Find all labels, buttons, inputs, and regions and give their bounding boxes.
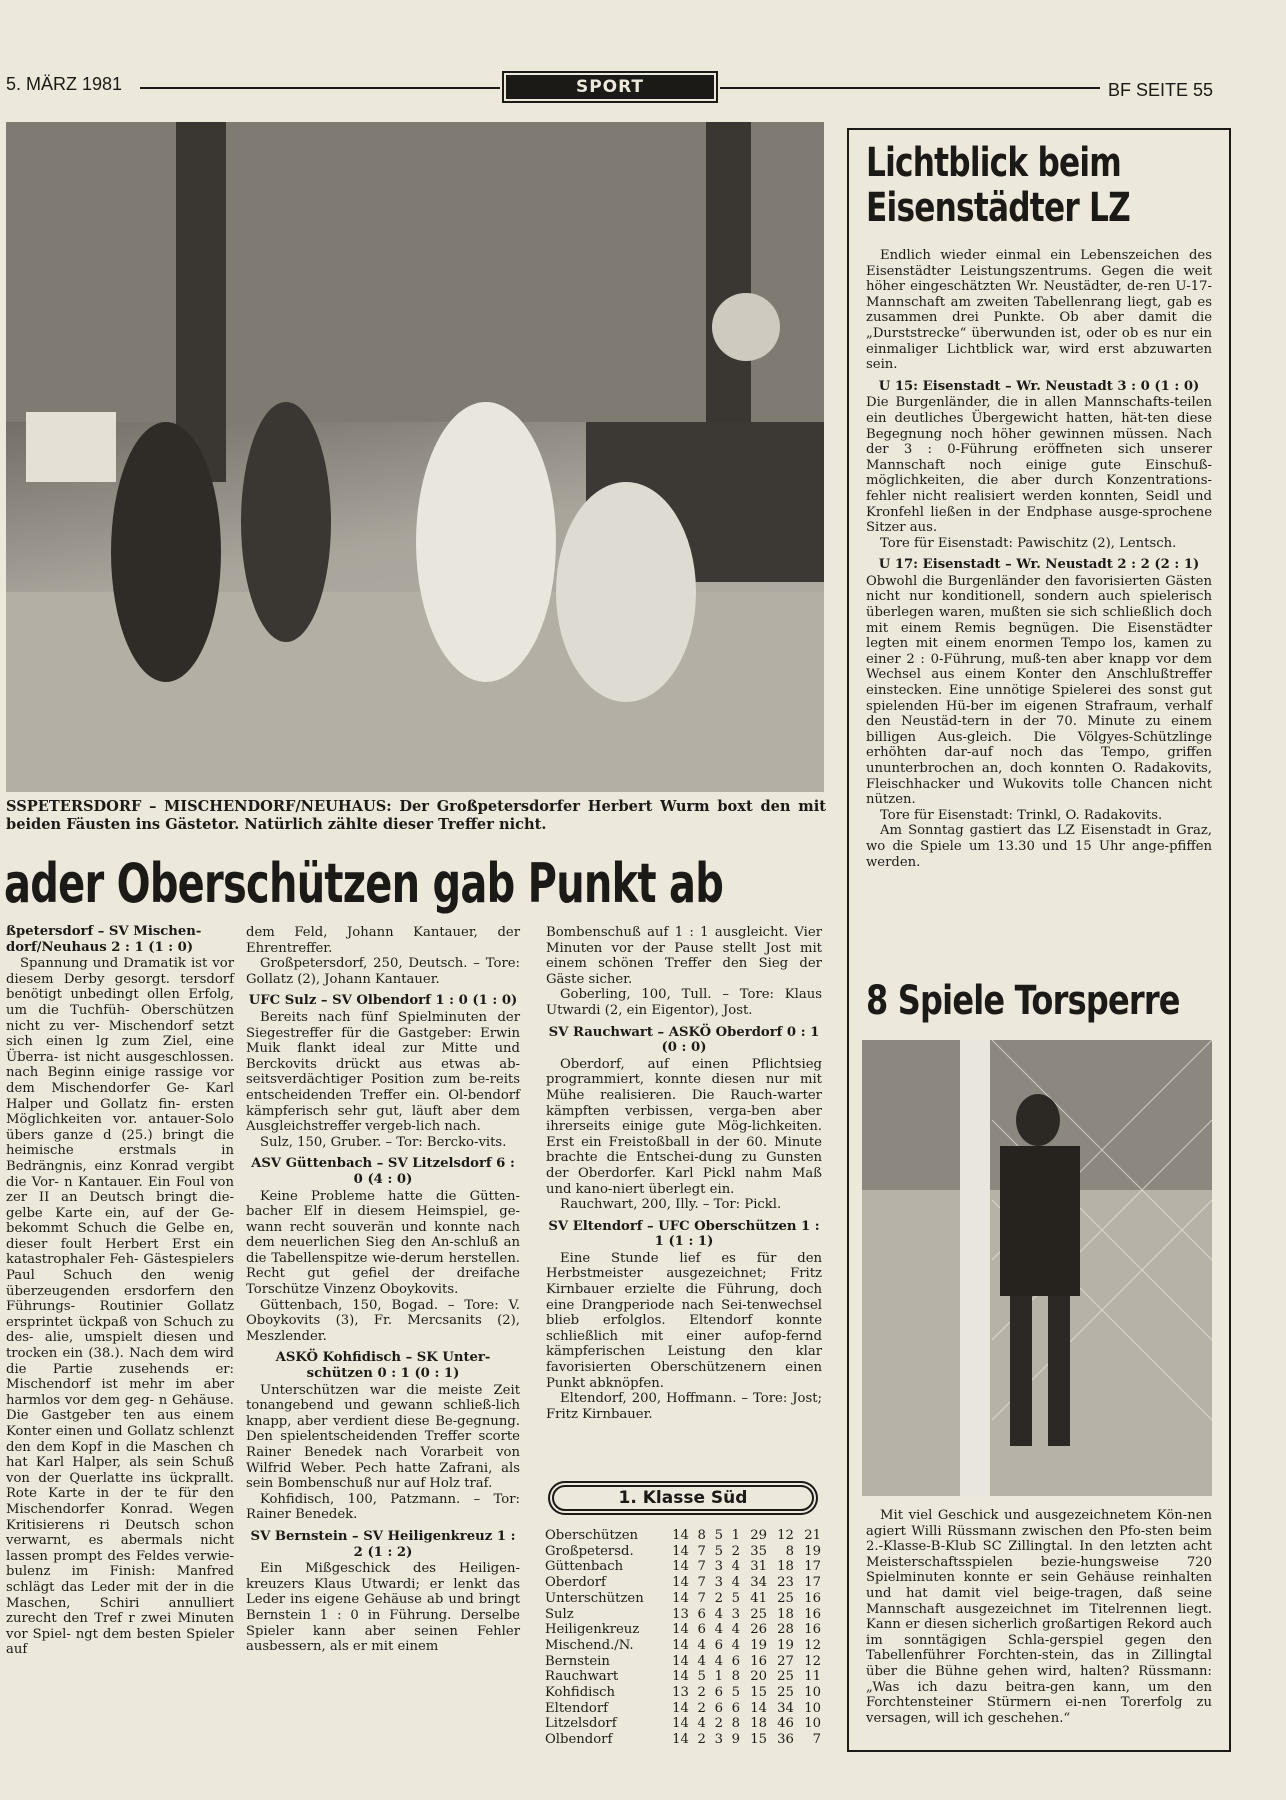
page-number: BF SEITE 55	[1108, 80, 1214, 100]
stat-cell: 5	[714, 1543, 723, 1559]
section-label-text: SPORT	[506, 75, 714, 99]
paragraph: Endlich wieder einmal ein Lebenszeichen des Eisenstädter Leistungszentrums. Gegen die weit höher eingeschätzten Wr. Neustädter, de-ren U-17-Mannschaft am zweiten Tabellenrang liegt, gab es zusammen drei Punkte. Ob aber damit die „Durststrecke“ überwunden ist, oder ob es nur ein einmaliger Lichtblick war, wird erst abzuwarten sein.	[866, 248, 1212, 373]
stat-cell: 25	[750, 1606, 767, 1622]
team-name: Heiligenkreuz	[545, 1622, 640, 1638]
paragraph: Eltendorf, 200, Hoffmann. – Tore: Jost; Fritz Kirnbauer.	[546, 1391, 822, 1422]
stat-cell: 1	[714, 1669, 723, 1685]
stat-cell: 3	[714, 1575, 723, 1591]
stat-cell: 5	[697, 1669, 706, 1685]
stat-cell: 28	[777, 1622, 794, 1638]
match-heading: ASKÖ Kohfidisch – SK Unter-schützen 0 : 1 (0 : 1)	[275, 1350, 491, 1382]
stat-cell: 6	[697, 1622, 706, 1638]
article-col-2	[246, 925, 520, 1655]
section-label	[502, 71, 718, 103]
paragraph: Tore für Eisenstadt: Trinkl, O. Radakovits.	[880, 807, 1163, 823]
stat-cell: 17	[804, 1575, 821, 1591]
stat-cell: 11	[804, 1669, 821, 1685]
stat-cell: 5	[714, 1528, 723, 1543]
stat-cell: 16	[750, 1653, 767, 1669]
team-name: Olbendorf	[545, 1732, 613, 1748]
stat-cell: 8	[697, 1528, 706, 1543]
stat-cell: 7	[812, 1732, 821, 1748]
table-row	[545, 1685, 821, 1701]
team-name: Bernstein	[545, 1653, 610, 1669]
paragraph: Obwohl die Burgenländer den favorisierten Gästen nicht nur konditionell, sondern auch spielerisch überlegen waren, mußten sie sich schließlich doch mit einem Remis begnügen. Die Eisenstädter legten mit einem enormen Tempo los, kamen zu einer 2 : 0-Führung, muß-ten aber knapp vor dem Wechsel aus einem Konter den Anschlußtreffer einstecken. Eine unnötige Spielerei des sonst gut spielenden Hü-ber im eigenen Strafraum, verhalf den Neustäd-tern in der 70. Minute zu einem billigen Aus-gleich. Die Völgyes-Schützlinge erhöhten dar-auf noch das Tempo, griffen ununterbrochen an, doch konnten O. Radakovits, Fleischhacker und Wukovits tolle Chancen nicht nützen.	[866, 573, 1212, 808]
stat-cell: 14	[672, 1622, 689, 1638]
stat-cell: 14	[672, 1653, 689, 1669]
paragraph: Am Sonntag gastiert das LZ Eisenstadt in Graz, wo die Spiele um 13.30 und 15 Uhr ange-pfiffen werden.	[866, 823, 1212, 870]
stat-cell: 2	[714, 1716, 723, 1732]
stat-cell: 13	[672, 1685, 689, 1701]
sidebar-text	[866, 248, 1212, 870]
team-name: Sulz	[545, 1606, 574, 1622]
stat-cell: 20	[750, 1669, 767, 1685]
stat-cell: 14	[672, 1732, 689, 1748]
paragraph: Eine Stunde lief es für den Herbstmeister ausgezeichnet; Fritz Kirnbauer erzielte die Führung, doch eine Drangperiode nach Sei-tenwechsel blieb erfolglos. Eltendorf konnte schließlich mit einer aufop-fernd kämpferischen Leistung den klar favorisierten Oberschützenern einen Punkt abknöpfen.	[546, 1250, 822, 1391]
team-name: Güttenbach	[545, 1559, 624, 1575]
paragraph: Bereits nach fünf Spielminuten der Siegestreffer für die Gastgeber: Erwin Muik flankt ideal zur Mitte und Berckovits drückt aus etwas ab-seitsverdächtiger Position zum be-reits entscheidenden Treffer ein. Ol-bendorf kämpferisch sehr gut, läuft aber dem Ausgleichstreffer vergeb-lich nach.	[246, 1009, 520, 1135]
paragraph: Tore für Eisenstadt: Pawischitz (2), Lentsch.	[880, 535, 1177, 551]
stat-cell: 9	[731, 1732, 740, 1748]
table-row	[545, 1591, 821, 1607]
stat-cell: 46	[777, 1716, 794, 1732]
sidebar-headline-1: Lichtblick beim	[866, 140, 1122, 186]
stat-cell: 5	[731, 1590, 740, 1606]
stat-cell: 25	[777, 1685, 794, 1701]
match-heading: ßpetersdorf – SV Mischen-dorf/Neuhaus 2 : 1 (1 : 0)	[6, 924, 202, 955]
stat-cell: 35	[750, 1543, 767, 1559]
article-col-1	[6, 918, 234, 1658]
stat-cell: 4	[697, 1637, 706, 1653]
table-row	[545, 1528, 821, 1544]
stat-cell: 4	[714, 1622, 723, 1638]
stat-cell: 14	[672, 1575, 689, 1591]
stat-cell: 5	[731, 1685, 740, 1701]
stat-cell: 6	[714, 1685, 723, 1701]
stat-cell: 18	[777, 1559, 794, 1575]
stat-cell: 17	[804, 1559, 821, 1575]
stat-cell: 12	[804, 1653, 821, 1669]
stat-cell: 14	[750, 1700, 767, 1716]
table-row	[545, 1544, 821, 1560]
stat-cell: 4	[697, 1653, 706, 1669]
stat-cell: 12	[777, 1528, 794, 1543]
issue-date: 5. MÄRZ 1981	[6, 74, 123, 94]
stat-cell: 34	[777, 1700, 794, 1716]
match-heading: ASV Güttenbach – SV Litzelsdorf 6 : 0 (4 : 0)	[251, 1156, 515, 1187]
stat-cell: 14	[672, 1700, 689, 1716]
stat-cell: 4	[731, 1559, 740, 1575]
stat-cell: 16	[804, 1606, 821, 1622]
paragraph: Ein Mißgeschick des Heiligen-kreuzers Klaus Utwardi; er lenkt das Leder ins eigene Gehäuse ab und bringt Bernstein 1 : 0 in Führung. Derselbe Spieler kann aber seinen Fehler ausbessern, als er mit einem	[246, 1561, 520, 1655]
stat-cell: 25	[777, 1669, 794, 1685]
stat-cell: 14	[672, 1559, 689, 1575]
paragraph: Goberling, 100, Tull. – Tore: Klaus Utwardi (2, ein Eigentor), Jost.	[546, 987, 822, 1018]
team-name: Mischend./N.	[545, 1637, 634, 1653]
stat-cell: 7	[697, 1543, 706, 1559]
match-heading: UFC Sulz – SV Olbendorf 1 : 0 (1 : 0)	[248, 993, 518, 1009]
stat-cell: 6	[731, 1653, 740, 1669]
stat-cell: 7	[697, 1559, 706, 1575]
team-name: Litzelsdorf	[545, 1716, 617, 1732]
league-table-title	[548, 1481, 818, 1515]
article-col-3	[546, 925, 822, 1422]
goalkeeper-caption: Mit viel Geschick und ausgezeichnetem Kön-nen agiert Willi Rüssmann zwischen den Pfo-sten beim 2.-Klasse-B-Klub SC Zillingtal. In den letzten acht Meisterschaftsspielen bezie-hungsweise 720 Spielminuten konnte er sein Gehäuse reinhalten und hat damit viel beige-tragen, daß seine Mannschaft ausgezeichnet im Titelrennen liegt. Kann er diesen sicherlich großartigen Rekord auch im sonntägigen Schla-gerspiel gegen den Tabellenführer Forchten-stein, das in Zillingtal über die Bühne gehen wird, halten? Rüssmann: „Was ich dazu beitra-gen kann, um den Forchtensteiner Stürmern ei-nen Torerfolg zu versagen, will ich geschehen.“	[866, 1508, 1212, 1726]
stat-cell: 25	[777, 1590, 794, 1606]
league-table-title-text: 1. Klasse Süd	[552, 1485, 814, 1511]
paragraph: Großpetersdorf, 250, Deutsch. – Tore: Gollatz (2), Johann Kantauer.	[246, 956, 520, 987]
photo-goalkeeper-image	[862, 1040, 1212, 1496]
team-name: Unterschützen	[545, 1590, 644, 1606]
stat-cell: 18	[777, 1606, 794, 1622]
header-rule-left	[140, 87, 500, 89]
stat-cell: 14	[672, 1528, 689, 1543]
stat-cell: 27	[777, 1653, 794, 1669]
stat-cell: 13	[672, 1606, 689, 1622]
stat-cell: 6	[697, 1606, 706, 1622]
team-name: Kohfidisch	[545, 1685, 616, 1701]
stat-cell: 16	[804, 1622, 821, 1638]
paragraph: Oberdorf, auf einen Pflichtsieg programmiert, konnte diesen nur mit Mühe realisieren. Die Rauch-warter kämpften verbissen, verga-ben aber ihrerseits einige gute Mög-lichkeiten. Erst ein Freistoßball in der 60. Minute brachte die Entschei-dung zu Gunsten der Oberdorfer. Karl Pickl nahm Maß und kano-niert überlegt ein.	[546, 1056, 822, 1197]
stat-cell: 19	[750, 1637, 767, 1653]
stat-cell: 18	[750, 1716, 767, 1732]
table-row	[545, 1701, 821, 1717]
stat-cell: 10	[804, 1700, 821, 1716]
table-row	[545, 1716, 821, 1732]
stat-cell: 2	[697, 1732, 706, 1748]
paragraph: Güttenbach, 150, Bogad. – Tore: V. Oboykovits (3), Fr. Mercsanits (2), Meszlender.	[246, 1297, 520, 1344]
stat-cell: 15	[750, 1732, 767, 1748]
stat-cell: 2	[731, 1543, 740, 1559]
stat-cell: 6	[731, 1700, 740, 1716]
league-table	[545, 1528, 821, 1748]
stat-cell: 41	[750, 1590, 767, 1606]
photo-caption: SSPETERSDORF – MISCHENDORF/NEUHAUS: Der Großpetersdorfer Herbert Wurm boxt den mit beiden Fäusten ins Gästetor. Natürlich zählte dieser Treffer nicht.	[6, 798, 826, 833]
table-row	[545, 1638, 821, 1654]
paragraph: Keine Probleme hatte die Gütten-bacher Elf in diesem Heimspiel, ge-wann recht souverän und konnte nach dem neuerlichen Sieg den An-schluß an die Tabellenspitze wie-derum herstellen. Recht gut gefiel der dreifache Torschütze Vinzenz Oboykovits.	[246, 1188, 520, 1298]
stat-cell: 4	[731, 1637, 740, 1653]
stat-cell: 2	[697, 1685, 706, 1701]
stat-cell: 21	[804, 1528, 821, 1543]
paragraph: Spannung und Dramatik ist vor diesem Derby gesorgt. tersdorf benötigt unbedingt ollen Erfolg, um die Tuchfüh- Oberschützen nicht zu ver- Mischendorf setzt sich einen lg zum Ziel, eine Überra- ist nicht ausgeschlossen. nach Beginn einige rassige vor dem Mischendorfer Ge- Karl Halper und Gollatz fin- ersten Möglichkeiten vor. antauer-Solo übers ganze d (25.) bringt die heimische erstmals in Bedrängnis, einz Konrad vergibt die Vor- n Kantauer. Ein Foul von zer II an Deutsch bringt die- gelbe Karte ein, auf der Ge- bekommt Schuch die Gelbe en, dieser foult Herbert Erst ein katastrophaler Feh- Gästespielers Paul Schuch den wenig überzeugenden ersdorfern den Führungs- Routinier Gollatz ersprintet ückpaß von Schuch zu des- alie, umspielt diesen und trocken ein (38.). Nach dem wird die Partie zusehends er: Mischendorf ist mehr im aber harmlos vor dem geg- n Gehäuse. Die Gastgeber ten aus einem Konter einen und Gollatz schlenzt den dem Kopf in die Maschen ch hat Karl Halper, als sein Schuß von der Querlatte ins ückprallt. Rote Karte in der te für den Mischendorfer Konrad. Wegen Kritisierens ri Deutsch schon verwarnt, es abermals nicht lassen prompt des Feldes verwie- bulenz im Finish: Manfred schlägt das Leder mit der in die Maschen, Schiri annulliert zurecht den Tref r zwei Minuten vor Spiel- ngt dem besten Spieler auf	[6, 956, 234, 1658]
stat-cell: 14	[672, 1637, 689, 1653]
stat-cell: 3	[714, 1732, 723, 1748]
stat-cell: 14	[672, 1543, 689, 1559]
paragraph: dem Feld, Johann Kantauer, der Ehrentreffer.	[246, 925, 520, 956]
stat-cell: 4	[731, 1575, 740, 1591]
stat-cell: 29	[750, 1528, 767, 1543]
stat-cell: 10	[804, 1716, 821, 1732]
team-name: Oberschützen	[545, 1528, 639, 1543]
table-row	[545, 1732, 821, 1748]
photo-football-match	[6, 122, 824, 792]
match-heading: U 15: Eisenstadt – Wr. Neustadt 3 : 0 (1 : 0)	[878, 378, 1200, 394]
stat-cell: 4	[731, 1622, 740, 1638]
paragraph: Unterschützen war die meiste Zeit tonangebend und gewann schließ-lich knapp, aber verdient diese Be-gegnung. Den spielentscheidenden Treffer scorte Rainer Benedek nach Vorarbeit von Wilfrid Weber. Pech hatte Zafrani, als sein Bombenschuß nur auf Holz traf.	[246, 1382, 520, 1492]
paragraph: Kohfidisch, 100, Patzmann. – Tor: Rainer Benedek.	[246, 1491, 520, 1523]
stat-cell: 14	[672, 1590, 689, 1606]
stat-cell: 7	[697, 1575, 706, 1591]
stat-cell: 8	[731, 1669, 740, 1685]
stat-cell: 14	[672, 1716, 689, 1732]
paragraph: Sulz, 150, Gruber. – Tor: Bercko-vits.	[260, 1134, 507, 1150]
stat-cell: 10	[804, 1685, 821, 1701]
stat-cell: 6	[714, 1700, 723, 1716]
table-row	[545, 1559, 821, 1575]
header-rule-right	[720, 87, 1100, 89]
stat-cell: 4	[697, 1716, 706, 1732]
stat-cell: 2	[714, 1590, 723, 1606]
sidebar-headline-2: Eisenstädter LZ	[866, 185, 1130, 231]
team-name: Großpetersd.	[545, 1543, 634, 1559]
stat-cell: 6	[714, 1637, 723, 1653]
table-row	[545, 1607, 821, 1623]
stat-cell: 2	[697, 1700, 706, 1716]
photo-football-match-image	[6, 122, 824, 792]
stat-cell: 26	[750, 1622, 767, 1638]
stat-cell: 8	[731, 1716, 740, 1732]
stat-cell: 31	[750, 1559, 767, 1575]
stat-cell: 8	[785, 1543, 794, 1559]
stat-cell: 16	[804, 1590, 821, 1606]
stat-cell: 34	[750, 1575, 767, 1591]
paragraph: Rauchwart, 200, Illy. – Tor: Pickl.	[560, 1197, 782, 1213]
match-heading: SV Rauchwart – ASKÖ Oberdorf 0 : 1 (0 : 0)	[548, 1024, 820, 1056]
team-name: Rauchwart	[545, 1669, 619, 1685]
stat-cell: 3	[714, 1559, 723, 1575]
stat-cell: 36	[777, 1732, 794, 1748]
match-heading: SV Bernstein – SV Heiligenkreuz 1 : 2 (1 : 2)	[250, 1528, 516, 1560]
match-heading: U 17: Eisenstadt – Wr. Neustadt 2 : 2 (2 : 1)	[878, 557, 1200, 573]
stat-cell: 19	[804, 1543, 821, 1559]
stat-cell: 1	[731, 1528, 740, 1543]
table-row	[545, 1669, 821, 1685]
table-row	[545, 1575, 821, 1591]
stat-cell: 7	[697, 1590, 706, 1606]
match-heading: SV Eltendorf – UFC Oberschützen 1 : 1 (1 : 1)	[548, 1218, 820, 1250]
paragraph: Die Burgenländer, die in allen Mannschafts-teilen ein deutliches Übergewicht hatten, hät-ten diese Begegnung noch höher gewinnen müssen. Nach der 3 : 0-Führung eröffneten sich unserer Mannschaft noch einige gute Einschuß-möglichkeiten, die aber durch Konzentrations-fehler nicht realisiert werden konnten, Seidl und Kronfehl ließen in der Endphase ausge-sprochene Sitzer aus.	[866, 395, 1212, 536]
stat-cell: 14	[672, 1669, 689, 1685]
table-row	[545, 1654, 821, 1670]
stat-cell: 19	[777, 1637, 794, 1653]
stat-cell: 15	[750, 1685, 767, 1701]
stat-cell: 4	[714, 1606, 723, 1622]
stat-cell: 23	[777, 1575, 794, 1591]
table-row	[545, 1622, 821, 1638]
stat-cell: 12	[804, 1637, 821, 1653]
team-name: Oberdorf	[545, 1575, 606, 1591]
paragraph: Bombenschuß auf 1 : 1 ausgleicht. Vier Minuten vor der Pause stellt Jost mit einem schönen Treffer den Sieg der Gäste sicher.	[546, 925, 822, 987]
stat-cell: 3	[731, 1606, 740, 1622]
team-name: Eltendorf	[545, 1700, 609, 1716]
stat-cell: 4	[714, 1653, 723, 1669]
sidebar-headline-3: 8 Spiele Torsperre	[866, 978, 1180, 1024]
main-headline: ader Oberschützen gab Punkt ab	[4, 852, 724, 915]
photo-goalkeeper	[862, 1040, 1212, 1496]
